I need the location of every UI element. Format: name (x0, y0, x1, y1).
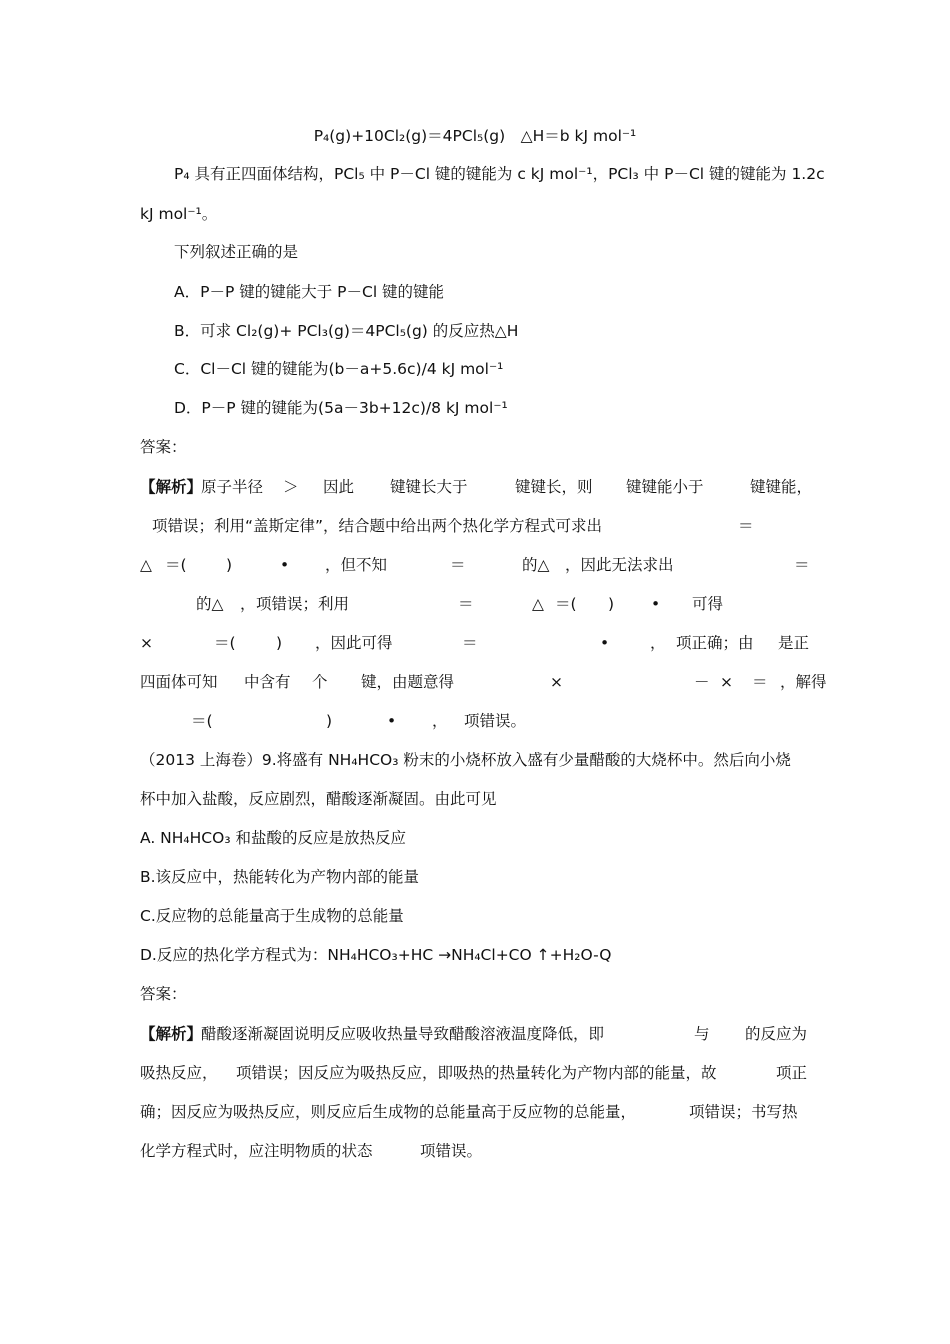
analysis-text: ＝( (555, 595, 577, 613)
analysis-text: △ (140, 556, 152, 574)
answer-label: 答案： (140, 438, 187, 456)
analysis-text: ， (650, 634, 666, 652)
analysis-text: ， (240, 595, 256, 613)
analysis-text: 键键能小于 (626, 478, 704, 496)
analysis-text: 因此 (323, 478, 355, 496)
question-prompt: 下列叙述正确的是 (174, 243, 299, 261)
analysis-text: ＝ (738, 517, 754, 535)
analysis-text: 是正 (778, 634, 810, 652)
analysis-text: • (387, 712, 397, 730)
thermo-equation: P₄(g)+10Cl₂(g)＝4PCl₅(g) △H＝b kJ mol⁻¹ (313, 127, 637, 145)
analysis-text: 键键能， (750, 478, 813, 496)
analysis-text: ) (226, 556, 233, 574)
question-stem: P₄ 具有正四面体结构，PCl₅ 中 P－Cl 键的键能为 c kJ mol⁻¹，PCl₃ 中 P－Cl 键的键能为 1.2c (174, 165, 825, 183)
q9-option-a: A. NH₄HCO₃ 和盐酸的反应是放热反应 (140, 829, 406, 847)
analysis-text: 键键长大于 (390, 478, 468, 496)
analysis-text: ，解得 (780, 673, 827, 691)
analysis-text: － (694, 673, 710, 691)
q9-option-d: D.反应的热化学方程式为：NH₄HCO₃+HC →NH₄Cl+CO ↑+H₂O-Q (140, 946, 612, 964)
analysis-text: 化学方程式时，应注明物质的状态 (140, 1142, 373, 1160)
analysis-label: 【解析】 (140, 1025, 203, 1043)
analysis-label: 【解析】 (140, 478, 203, 496)
option-d: D．P－P 键的键能为(5a－3b+12c)/8 kJ mol⁻¹ (174, 399, 508, 417)
option-a: A．P－P 键的键能大于 P－Cl 键的键能 (174, 283, 445, 301)
analysis-text: ＝ (752, 673, 768, 691)
analysis-text: ) (608, 595, 615, 613)
question-stem-cont: kJ mol⁻¹。 (140, 205, 218, 223)
analysis-text: × (550, 673, 563, 691)
analysis-text: ，因此无法求出 (565, 556, 674, 574)
analysis-text: 可得 (692, 595, 724, 613)
analysis-text: △ (532, 595, 544, 613)
analysis-text: ＝( (214, 634, 236, 652)
analysis-text: 原子半径 (201, 478, 264, 496)
analysis-text: ) (326, 712, 333, 730)
analysis-text: 中含有 (244, 673, 291, 691)
analysis-text: ＝( (191, 712, 213, 730)
analysis-text: 项正确；由 (676, 634, 754, 652)
analysis-text: 项错误；因反应为吸热反应，即吸热的热量转化为产物内部的能量，故 (236, 1064, 717, 1082)
analysis-text: ＝ (462, 634, 478, 652)
analysis-text: 的△ (522, 556, 550, 574)
analysis-text: 项错误。 (464, 712, 527, 730)
option-b: B．可求 Cl₂(g)+ PCl₃(g)＝4PCl₅(g) 的反应热△H (174, 322, 519, 340)
analysis-text: ＝( (165, 556, 187, 574)
option-c: C．Cl－Cl 键的键能为(b－a+5.6c)/4 kJ mol⁻¹ (174, 360, 504, 378)
analysis-text: 吸热反应， (140, 1064, 218, 1082)
analysis-text: 项错误；利用“盖斯定律”，结合题中给出两个热化学方程式可求出 (152, 517, 603, 535)
analysis-text: 的△ (196, 595, 224, 613)
q9-answer-label: 答案： (140, 985, 187, 1003)
analysis-text: 项错误；书写热 (689, 1103, 798, 1121)
q9-option-b: B.该反应中，热能转化为产物内部的能量 (140, 868, 420, 886)
analysis-text: 个 (312, 673, 328, 691)
analysis-text: 项错误。 (420, 1142, 483, 1160)
analysis-text: • (280, 556, 290, 574)
analysis-text: • (651, 595, 661, 613)
analysis-text: ＝ (458, 595, 474, 613)
analysis-text: 四面体可知 (140, 673, 218, 691)
analysis-text: • (600, 634, 610, 652)
analysis-text: ) (276, 634, 283, 652)
analysis-text: 与 (694, 1025, 710, 1043)
question-9-stem-cont: 杯中加入盐酸，反应剧烈，醋酸逐渐凝固。由此可见 (140, 790, 497, 808)
analysis-text: ，因此可得 (315, 634, 393, 652)
analysis-text: ＝ (450, 556, 466, 574)
analysis-text: ，但不知 (325, 556, 388, 574)
q9-option-c: C.反应物的总能量高于生成物的总能量 (140, 907, 404, 925)
analysis-text: 项错误；利用 (256, 595, 350, 613)
analysis-text: × (720, 673, 733, 691)
analysis-text: ＞ (283, 478, 299, 496)
analysis-text: ， (432, 712, 448, 730)
question-9-stem: （2013 上海卷）9.将盛有 NH₄HCO₃ 粉末的小烧杯放入盛有少量醋酸的大烧杯中。然后向小烧 (140, 751, 791, 769)
analysis-text: 键，由题意得 (361, 673, 455, 691)
analysis-text: 的反应为 (745, 1025, 808, 1043)
analysis-text: 确；因反应为吸热反应，则反应后生成物的总能量高于反应物的总能量， (140, 1103, 637, 1121)
analysis-text: 醋酸逐渐凝固说明反应吸收热量导致醋酸溶液温度降低，即 (201, 1025, 605, 1043)
analysis-text: 项正 (776, 1064, 808, 1082)
analysis-text: ＝ (794, 556, 810, 574)
analysis-text: × (140, 634, 153, 652)
analysis-text: 键键长，则 (515, 478, 593, 496)
